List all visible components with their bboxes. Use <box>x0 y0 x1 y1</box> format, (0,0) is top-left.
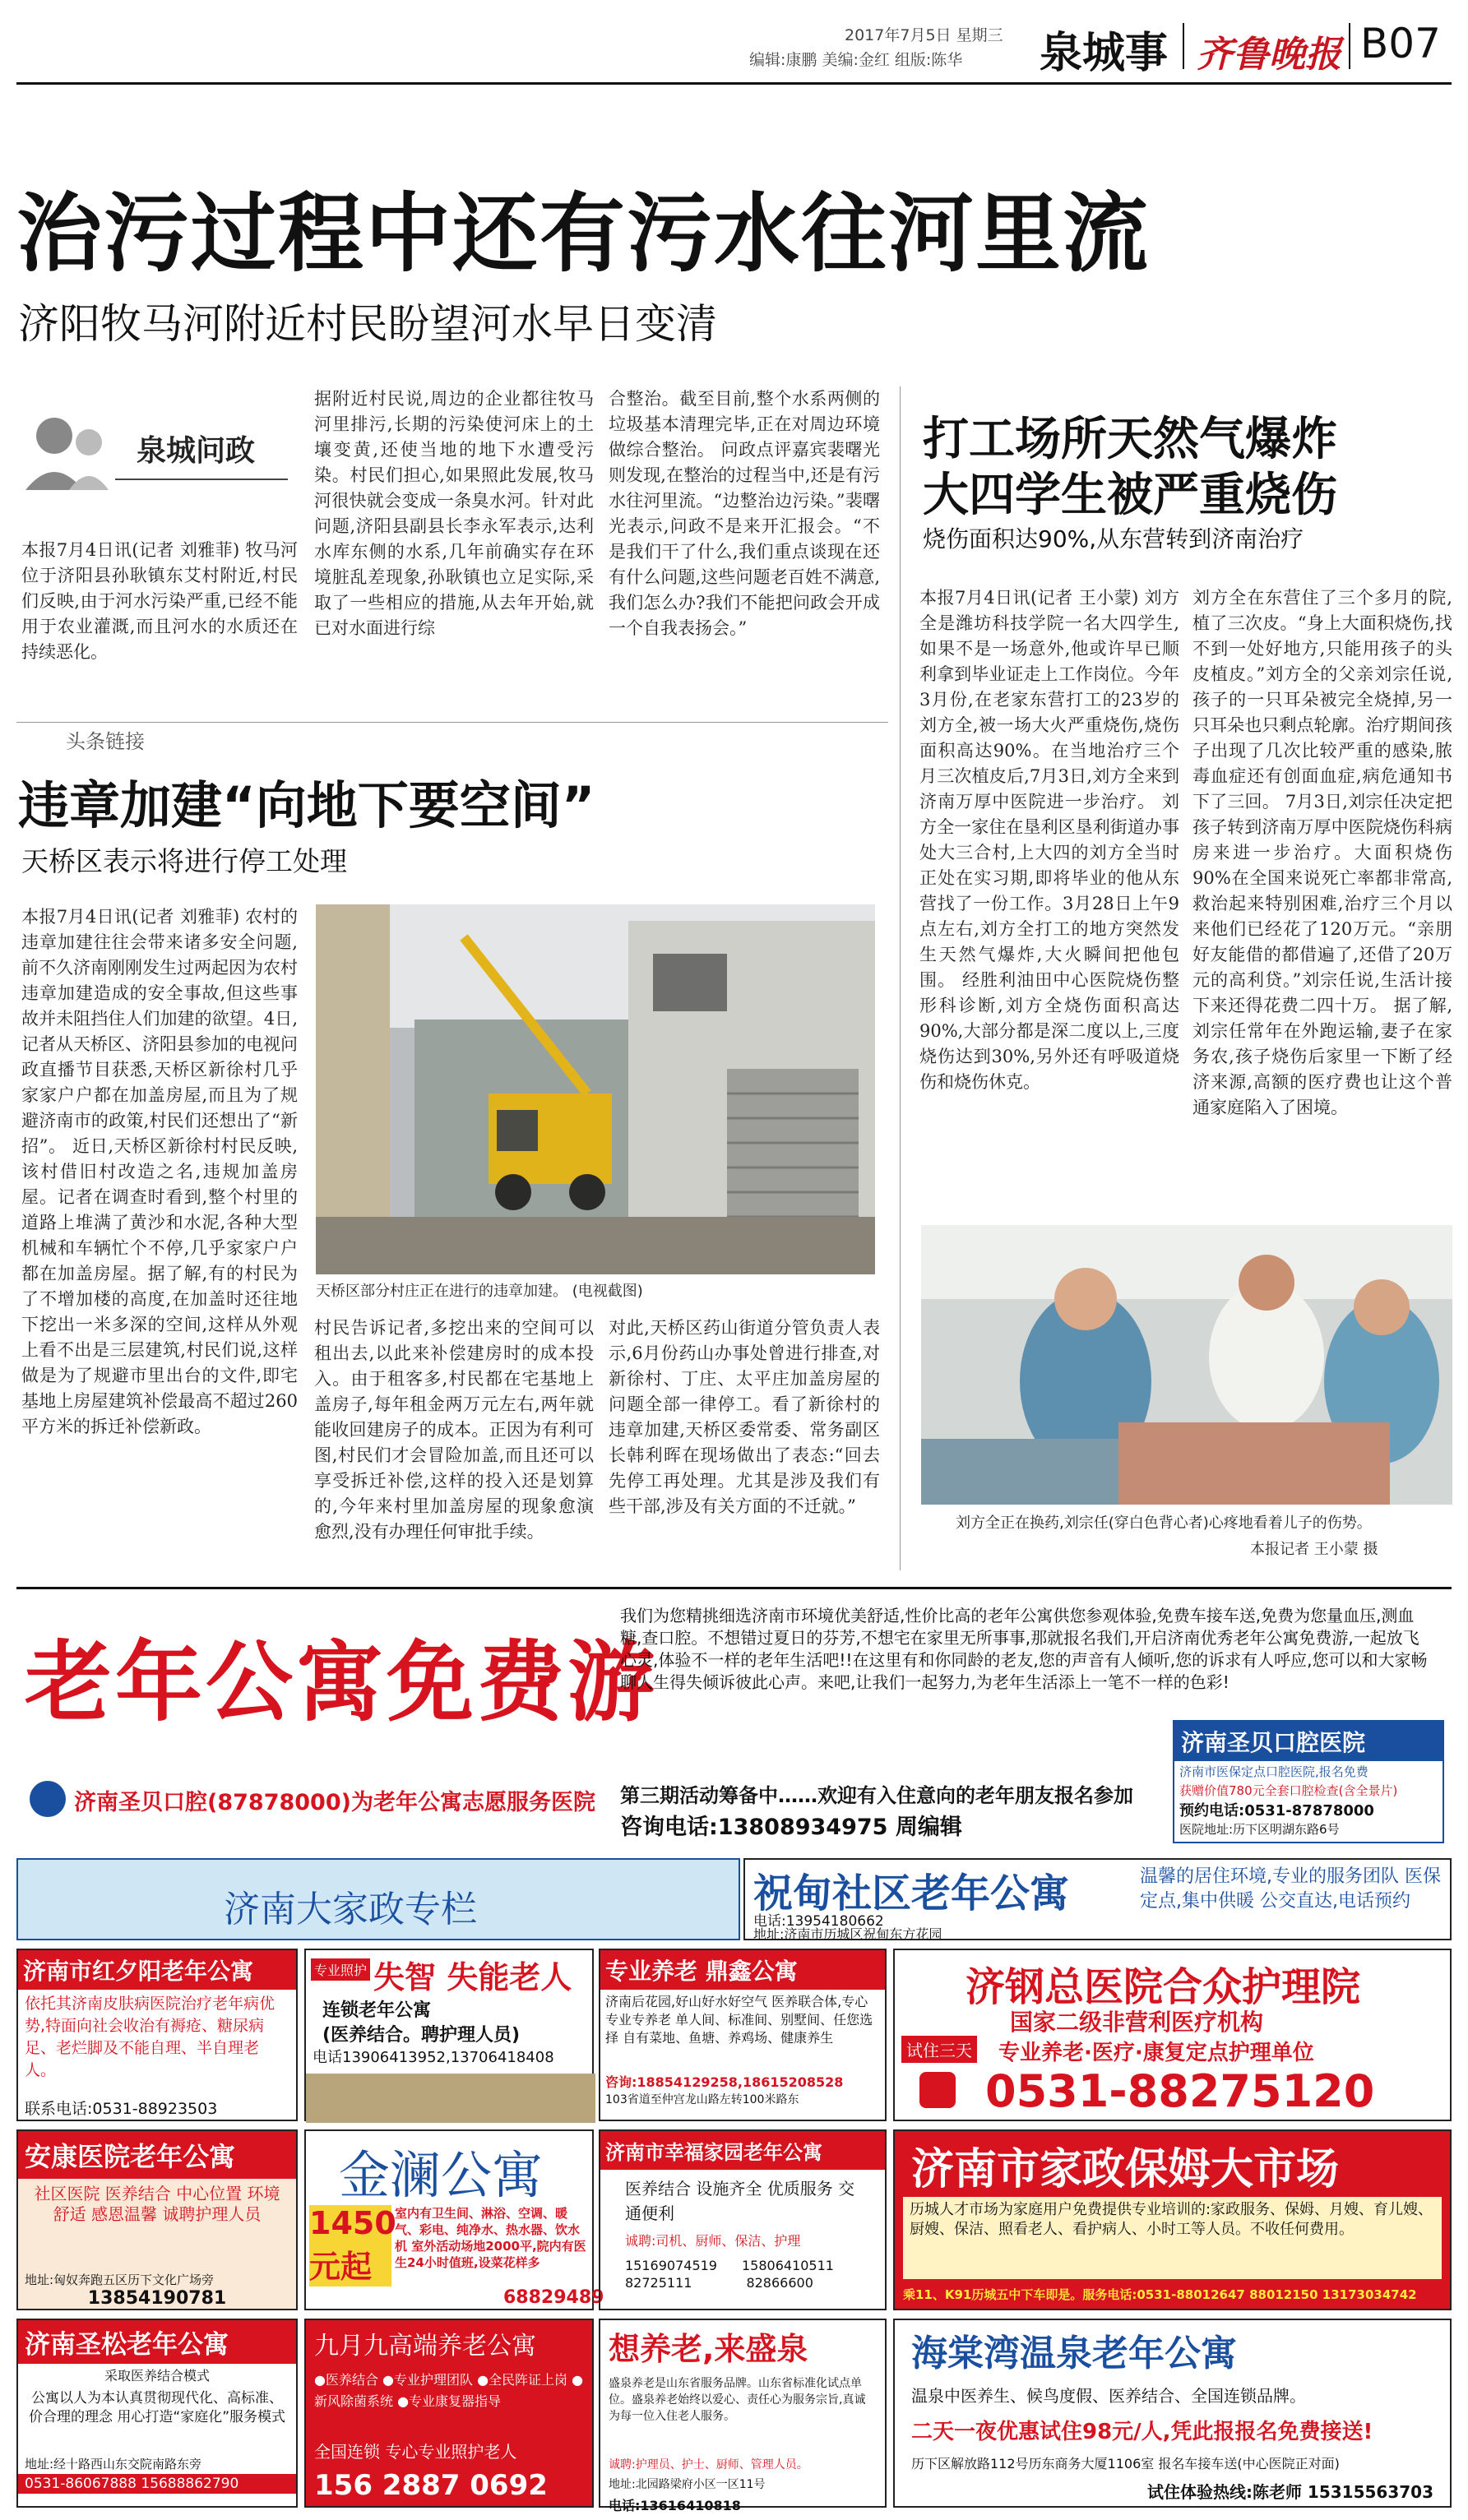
ad-zhudian-addr: 地址:济南市历城区祝甸东方花园 <box>753 1926 942 1942</box>
ad-banner-title: 老年公寓免费游 <box>25 1632 658 1733</box>
ad-clinic-phone: 预约电话:0531-87878000 <box>1179 1802 1374 1819</box>
ad-xinxin-text: 济南后花园,好山好水好空气 医养联合体,专心专业专养老 单人间、标准间、别墅间、任您选择 自有菜地、鱼塘、养鸡场、健康养生 <box>605 1994 873 2046</box>
ad-jigang <box>893 1949 1452 2121</box>
ad-xingfu-recruit: 诚聘:司机、厨师、保洁、护理 <box>625 2233 801 2249</box>
ad-jinlan-price: 1450元起 <box>309 2205 396 2285</box>
lead-body-col2: 据附近村民说,周边的企业都往牧马河里排污,长期的污染使河床上的土壤变黄,还使当地的地下水遭受污染。村民们担心,如果照此发展,牧马河很快就会变成一条臭水河。针对此问题,济阳县副县长李永军表示,达利水库东侧的水系,几年前确实存在环境脏乱差现象,孙耿镇也立足实际,采取了一些相应的措施,从去年开始,就已对水面进行综 <box>314 389 594 638</box>
ad-zhudian <box>743 1858 1452 1940</box>
sub-body-col3: 对此,天桥区药山街道分管负责人表示,6月份药山办事处曾进行排查,对新徐村、丁庄、太平庄加盖房屋的问题全部一律停工。看了新徐村的违章加建,天桥区委常委、常务副区长韩利晖在现场做出了表态:“回去先停工再处理。尤其是涉及我们有些干部,涉及有关方面的不迁就。” <box>609 1318 880 1516</box>
side-body-col1: 本报7月4日讯(记者 王小蒙) 刘方全是潍坊科技学院一名大四学生,如果不是一场意外,他或许早已顺利拿到毕业证走上工作岗位。今年3月份,在老家东营打工的23岁的刘方全,被一场大火严重烧伤,烧伤面积高达90%。在当地治疗三个月三次植皮后,7月3日,刘方全来到济南万厚中医院进一步治疗。 刘方全一家住在垦利区垦利街道办事处大三合村,上大四的刘方全当时正处在实习期,即将毕业的他从东营找了一份工作。3月28日上午9点左右,刘方全打工的地方突然发生天然气爆炸,大火瞬间把他包围。 经胜利油田中心医院烧伤整形科诊断,刘方全烧伤面积高达90%,大部分都是深二度以上,三度烧伤达到30%,另外还有呼吸道烧伤和烧伤休克。 <box>919 588 1179 1092</box>
masthead-section: 泉城事 <box>1040 29 1169 78</box>
ad-anqing-text: 社区医院 医养结合 中心位置 环境舒适 感恩温馨 诚聘护理人员 <box>34 2184 280 2224</box>
ad-anqing-addr: 地址:匈奴奔跑五区历下文化广场旁 <box>25 2273 215 2287</box>
ad-shengsong-text: 公寓以人为本认真贯彻现代化、高标准、价合理的理念 用心打造“家庭化”服务模式 <box>28 2390 286 2425</box>
ad-jinlan-title: 金澜公寓 <box>339 2145 544 2205</box>
ad-jiuyue-text: ●医养结合 ●专业护理团队 ●全民阵证上岗 ●新风除菌系统 ●专业康复器指导 <box>314 2372 584 2409</box>
ad-laisheng-text: 盛泉养老是山东省服务品牌。山东省标准化试点单位。盛泉养老始终以爱心、责任心为服务宗旨,真诚为每一位入住老人服务。 <box>609 2377 866 2423</box>
ad-jiazheng-phone: 乘11、K91历城五中下车即是。服务电话:0531-88012647 88012150 13173034742 <box>903 2287 1417 2302</box>
ad-xinxin-addr: 103省道至仲宫龙山路左转100米路东 <box>605 2093 799 2106</box>
ad-xingfu-title: 济南市幸福家园老年公寓 <box>600 2131 885 2170</box>
ad-haitang <box>893 2319 1452 2508</box>
ad-shengsong-addr: 地址:经十路西山东交院南路东旁 <box>25 2457 202 2471</box>
lead-subhead: 济阳牧马河附近村民盼望河水早日变清 <box>18 300 717 348</box>
ad-xingfu-phone3: 82725111 <box>625 2275 692 2291</box>
sub-body-col2: 村民告诉记者,多挖出来的空间可以租出去,以此来补偿建房时的成本投入。由于租客多,村民都在宅基地上盖房子,每年租金两万元左右,两年就能收回建房子的成本。正因为有利可图,村民们才会冒险加盖,而且还可以享受拆迁补偿,这样的投入还是划算的,今年来村里加盖房屋的现象愈演愈烈,没有办理任何审批手续。 <box>314 1318 594 1542</box>
building-illustration <box>306 2074 595 2123</box>
ad-dazhi-phone: 电话13906413952,13706418408 <box>313 2049 554 2066</box>
ad-jiuyue <box>304 2319 594 2508</box>
ad-jiuyue-title: 九月九高端养老公寓 <box>314 2332 536 2360</box>
ad-xinxin-phone: 咨询:18854129258,18615208528 <box>605 2074 844 2090</box>
ad-column-title: 济南大家政专栏 <box>224 1889 477 1930</box>
ad-hongxiyang <box>16 1949 298 2121</box>
ad-clinic-addr: 医院地址:历下区明湖东路6号 <box>1179 1822 1340 1837</box>
ad-jigang-tag: 试住三天 <box>901 2036 977 2063</box>
lead-body-col3: 合整治。截至目前,整个水系两侧的垃圾基本清理完毕,正在对周边环境做综合整治。 问政点评嘉宾裴曙光则发现,在整治的过程当中,还是有污水往河里流。“边整治边污染。”裴曙光表示,问政不是来开汇报会。“不是我们干了什么,我们重点谈现在还有什么问题,这些问题老百姓不满意,我们怎么办?我们不能把问政会开成一个自我表扬会。” <box>609 389 880 638</box>
ad-clinic-line1: 济南市医保定点口腔医院,报名免费 <box>1179 1764 1368 1779</box>
ad-jiazheng-title: 济南市家政保姆大市场 <box>911 2145 1340 2194</box>
ad-banner-slogan: 济南圣贝口腔(87878000)为老年公寓志愿服务医院 <box>74 1790 595 1815</box>
column-tag-block <box>21 409 301 492</box>
masthead-editors: 编辑:康鹏 美编:金红 组版:陈华 <box>749 51 963 69</box>
masthead-date: 2017年7月5日 星期三 <box>845 26 1003 44</box>
hospital-photo-caption: 刘方全正在换药,刘宗任(穿白色背心者)心疼地看着儿子的伤势。 <box>956 1514 1372 1532</box>
ad-xingfu-phone4: 82866600 <box>746 2275 813 2291</box>
ad-clinic-line2: 获赠价值780元全套口腔检查(含全景片) <box>1179 1783 1398 1798</box>
ad-banner-text: 我们为您精挑细选济南市环境优美舒适,性价比高的老年公寓供您参观体验,免费车接车送,免费为您量血压,测血糖,查口腔。不想错过夏日的芬芳,不想宅在家里无所事事,那就报名我们,开启济南优秀老年公寓免费游,一起放飞心灵,体验不一样的老年生活吧!!在这里有和你同龄的老友,您的声音有人倾听,您的诉求有人呼应,您可以和大家畅聊人生得失倾诉彼此心声。来吧,让我们一起努力,为老年生活添上一笔不一样的色彩! <box>620 1606 1428 1692</box>
masthead-page-number: B07 <box>1360 20 1441 67</box>
ad-haitang-title: 海棠湾温泉老年公寓 <box>911 2333 1237 2374</box>
ad-anqing-phone: 13854190781 <box>87 2288 227 2309</box>
hospital-photo <box>921 1225 1452 1505</box>
ad-xinxin <box>599 1949 887 2121</box>
sub-subhead: 天桥区表示将进行停工处理 <box>21 845 347 877</box>
ad-banner-phone: 咨询电话:13808934975 周编辑 <box>620 1815 962 1840</box>
ad-hongxiyang-text: 依托其济南皮肤病医院治疗老年病优势,特面向社会收治有褥疮、糖尿病足、老烂脚及不能自理、半自理老人。 <box>25 1995 276 2079</box>
ad-jinlan-text: 室内有卫生间、淋浴、空调、暖气、彩电、纯净水、热水器、饮水机 室外活动场地2000平,院内有医生24小时值班,设菜花样多 <box>395 2206 586 2270</box>
lead-headline: 治污过程中还有污水往河里流 <box>16 183 1151 284</box>
ad-hongxiyang-phone: 联系电话:0531-88923503 <box>25 2100 218 2118</box>
ad-zhudian-desc: 温馨的居住环境,专业的服务团队 医保定点,集中供暖 公交直达,电话预约 <box>1140 1866 1441 1912</box>
ad-column-header <box>16 1858 740 1940</box>
ad-jinlan <box>304 2129 604 2310</box>
hospital-photo-credit: 本报记者 王小蒙 摄 <box>1250 1541 1378 1558</box>
column-tag: 泉城问政 <box>137 434 256 468</box>
reporter-icon <box>21 411 112 490</box>
ad-clinic-name: 济南圣贝口腔医院 <box>1174 1722 1443 1761</box>
ad-xingfu-phone2: 15806410511 <box>741 2258 834 2273</box>
ad-dazhi-sub1: 连锁老年公寓 <box>322 2000 432 2021</box>
ad-jigang-title: 济钢总医院合众护理院 <box>966 1964 1361 2010</box>
ad-jinlan-phone: 68829489 <box>503 2287 604 2308</box>
side-body-col2: 刘方全在东营住了三个多月的院,植了三次皮。“身上大面积烧伤,找不到一处好地方,只能用孩子的头皮植皮。”刘方全的父亲刘宗任说,孩子的一只耳朵被完全烧掉,另一只耳朵也只剩点轮廓。治疗期间孩子出现了几次比较严重的感染,脓毒血症还有创面血症,病危通知书下了三回。 7月3日,刘宗任决定把孩子转到济南万厚中医院烧伤科病房来进一步治疗。大面积烧伤90%在全国来说死亡率都非常高,救治起来特别困难,治疗三个月以来他们已经花了120万元。“亲朋好友能借的都借遍了,还借了20万元的高利贷。”刘宗任说,生活计接下来还得花费二四十万。 据了解,刘宗任常年在外跑运输,妻子在家务农,孩子烧伤后家里一下断了经济来源,高额的医疗费也让这个普通家庭陷入了困境。 <box>1192 588 1452 1117</box>
ad-anqing-title: 安康医院老年公寓 <box>18 2131 296 2179</box>
ad-dazhi <box>304 1949 594 2121</box>
side-headline-2: 大四学生被严重烧伤 <box>923 469 1337 522</box>
ad-jiuyue-phone: 156 2887 0692 <box>314 2469 548 2502</box>
side-headline-1: 打工场所天然气爆炸 <box>923 413 1337 466</box>
sub-headline: 违章加建“向地下要空间” <box>18 775 595 835</box>
ad-jiazheng-text: 历城人才市场为家庭用户免费提供专业培训的:家政服务、保姆、月嫂、育儿嫂、厨嫂、保洁、照看老人、看护病人、小时工等人员。不收任何费用。 <box>903 2197 1442 2279</box>
tooth-icon <box>30 1781 66 1817</box>
ad-jiuyue-slogan: 全国连锁 专心专业照护老人 <box>314 2442 517 2462</box>
ad-banner <box>16 1605 1452 1852</box>
ad-shengsong <box>16 2319 298 2508</box>
ad-laisheng-phone: 电话:13616410818 <box>609 2498 741 2513</box>
ad-dazhi-title: 失智 失能老人 <box>373 1959 572 1995</box>
sub-tag: 头条链接 <box>66 730 145 753</box>
ad-haitang-phone: 试住体验热线:陈老师 15315563703 <box>1146 2482 1433 2502</box>
side-subhead: 烧伤面积达90%,从东营转到济南治疗 <box>923 525 1304 553</box>
ad-jigang-line1: 国家二级非营利医疗机构 <box>1010 2009 1264 2036</box>
ad-jiazheng <box>893 2129 1452 2310</box>
ad-xingfu <box>599 2129 887 2310</box>
construction-photo-caption: 天桥区部分村庄正在进行的违章加建。 (电视截图) <box>316 1283 643 1300</box>
ad-xinxin-title: 专业养老 鼎鑫公寓 <box>600 1950 885 1990</box>
ad-jigang-phone: 0531-88275120 <box>985 2065 1375 2117</box>
ad-shengsong-sub: 采取医养结合模式 <box>104 2368 210 2384</box>
construction-photo <box>316 904 875 1274</box>
ad-xingfu-text: 医养结合 设施齐全 优质服务 交通便利 <box>625 2179 855 2223</box>
ad-haitang-addr: 历下区解放路112号历东商务大厦1106室 报名车接车送(中心医院正对面) <box>911 2456 1340 2471</box>
ad-haitang-line1: 温泉中医养生、候鸟度假、医养结合、全国连锁品牌。 <box>911 2386 1306 2406</box>
ad-laisheng-recruit: 诚聘:护理员、护士、厨师、管理人员。 <box>609 2458 808 2471</box>
sub-body-col1: 本报7月4日讯(记者 刘雅菲) 农村的违章加建往往会带来诸多安全问题,前不久济南刚刚发生过两起因为农村违章加建造成的安全事故,但这些事故并未阻挡住人们加建的欲望。4日,记者从天桥区、济阳县参加的电视问政直播节目获悉,天桥区新徐村几乎家家户户都在加盖房屋,而且为了规避济南市的政策,村民们还想出了“新招”。 近日,天桥区新徐村村民反映,该村借旧村改造之名,违规加盖房屋。记者在调查时看到,整个村里的道路上堆满了黄沙和水泥,各种大型机械和车辆忙个不停,几乎家家户户都在加盖房屋。据了解,有的村民为了不增加楼的高度,在加盖时还往地下挖出一米多深的空间,这样从外观上看不出是三层建筑,村民们说,这样做是为了规避市里出台的文件,即宅基地上房屋建筑补偿最高不超过260平方米的拆迁补偿新政。 <box>21 907 298 1436</box>
ad-haitang-line2: 二天一夜优惠试住98元/人,凭此报报名免费接送! <box>911 2420 1373 2444</box>
ad-dazhi-tag: 专业照护 <box>311 1958 370 1981</box>
lead-body-col1: 本报7月4日讯(记者 刘雅菲) 牧马河位于济阳县孙耿镇东艾村附近,村民们反映,由于河水污染严重,已经不能用于农业灌溉,而且河水的水质还在持续恶化。 <box>21 540 298 662</box>
ad-shengsong-title: 济南圣松老年公寓 <box>18 2320 296 2364</box>
ad-dazhi-sub2: (医养结合。聘护理人员) <box>322 2025 521 2046</box>
ad-xingfu-phone1: 15169074519 <box>625 2258 717 2273</box>
ad-hongxiyang-title: 济南市红夕阳老年公寓 <box>18 1950 296 1990</box>
phone-icon <box>919 2072 956 2108</box>
ad-zhudian-phone: 电话:13954180662 <box>753 1913 884 1930</box>
ad-banner-period: 第三期活动筹备中……欢迎有入住意向的老年朋友报名参加 <box>620 1784 1133 1807</box>
ad-laisheng <box>599 2319 887 2513</box>
ad-anqing <box>16 2129 298 2310</box>
ad-shengsong-phone: 0531-86067888 15688862790 <box>18 2474 296 2494</box>
masthead-paper-logo: 齐鲁晚报 <box>1197 34 1341 76</box>
ad-zhudian-title: 祝甸社区老年公寓 <box>753 1870 1070 1917</box>
ad-jigang-line2: 专业养老·医疗·康复定点护理单位 <box>998 2041 1314 2065</box>
ad-laisheng-addr: 地址:北园路梁府小区一区11号 <box>609 2478 766 2491</box>
ad-laisheng-title: 想养老,来盛泉 <box>609 2331 808 2367</box>
